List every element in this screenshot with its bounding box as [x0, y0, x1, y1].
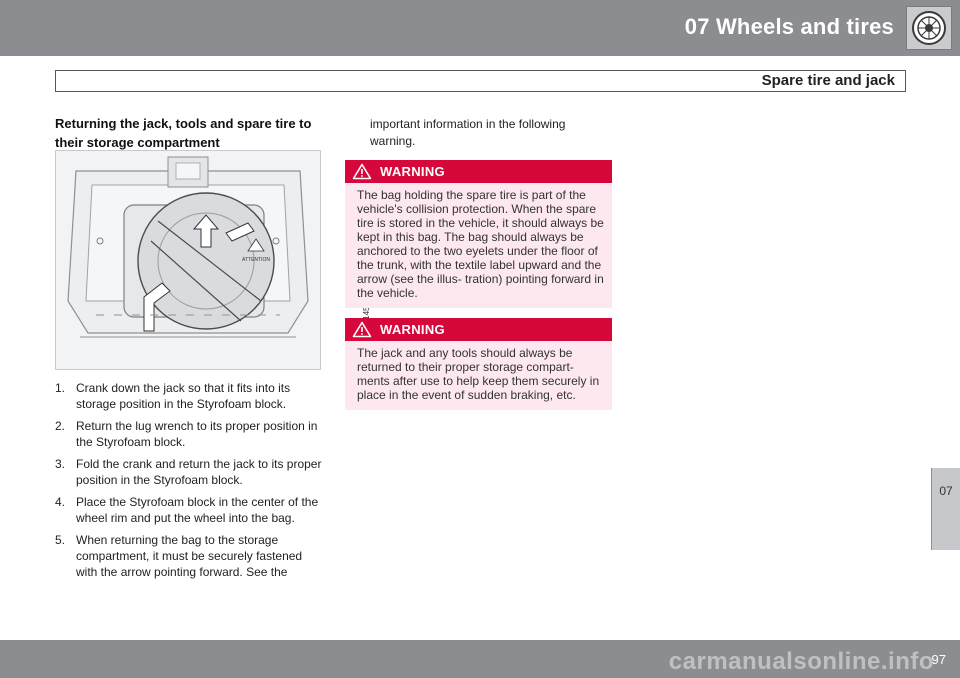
section-title: Spare tire and jack — [761, 72, 895, 89]
list-item — [55, 532, 325, 580]
section-heading: Returning the jack, tools and spare tire to their storage compartment — [55, 116, 312, 150]
page-number: 97 — [931, 652, 946, 667]
step-number: 2. — [55, 419, 66, 433]
step-list — [55, 380, 325, 586]
trunk-drawing — [56, 151, 320, 369]
warning-triangle-icon — [352, 163, 372, 180]
warning-text: The bag holding the spare tire is part of the vehicle's collision protection. When the spare tire is stored in the vehicle, it should always be kept in this bag. The bag should always be anchored to the two eyelets under the floor of the trunk, with the textile label upward and the arrow (see the illus- tration) pointing forward in the vehicle. — [357, 188, 604, 300]
step-text: Crank down the jack so that it fits into its storage position in the Styrofoam block. — [76, 381, 291, 411]
chapter-side-tab-label: 07 — [939, 484, 953, 498]
warning-label: WARNING — [380, 164, 445, 179]
warning-header — [345, 318, 612, 341]
warning-header — [345, 160, 612, 183]
list-item — [55, 456, 325, 488]
trunk-illustration — [55, 150, 321, 370]
watermark: carmanualsonline.info — [668, 648, 934, 675]
step-text: When returning the bag to the storage compartment, it must be securely fastened with the arrow pointing forward. See the — [76, 533, 303, 579]
list-item — [55, 380, 325, 412]
header-bar — [0, 0, 960, 56]
step-text: Place the Styrofoam block in the center of the wheel rim and put the wheel into the bag. — [76, 495, 319, 525]
step-number: 1. — [55, 381, 66, 395]
step-number: 4. — [55, 495, 66, 509]
section-title-box — [55, 70, 906, 92]
step-number: 3. — [55, 457, 66, 471]
warning-label: WARNING — [380, 322, 445, 337]
figure-label-attention: ATTENTION — [242, 257, 270, 263]
list-item — [55, 494, 325, 526]
list-item — [55, 418, 325, 450]
warning-box-bag — [345, 160, 612, 308]
intro-text: important information in the following warning. — [370, 117, 566, 148]
warning-triangle-icon — [352, 321, 372, 338]
step-text: Return the lug wrench to its proper position in the Styrofoam block. — [76, 419, 318, 449]
tire-icon — [906, 6, 952, 50]
step-number: 5. — [55, 533, 66, 547]
step-text: Fold the crank and return the jack to its proper position in the Styrofoam block. — [76, 457, 322, 487]
warning-box-tools — [345, 318, 612, 410]
footer-bar — [0, 640, 960, 678]
chapter-title: 07 Wheels and tires — [684, 14, 894, 39]
chapter-side-tab[interactable] — [931, 468, 960, 550]
warning-text: The jack and any tools should always be returned to their proper storage compart- ments after use to help keep them securely in place in the event of sudden braking, etc. — [357, 346, 600, 402]
